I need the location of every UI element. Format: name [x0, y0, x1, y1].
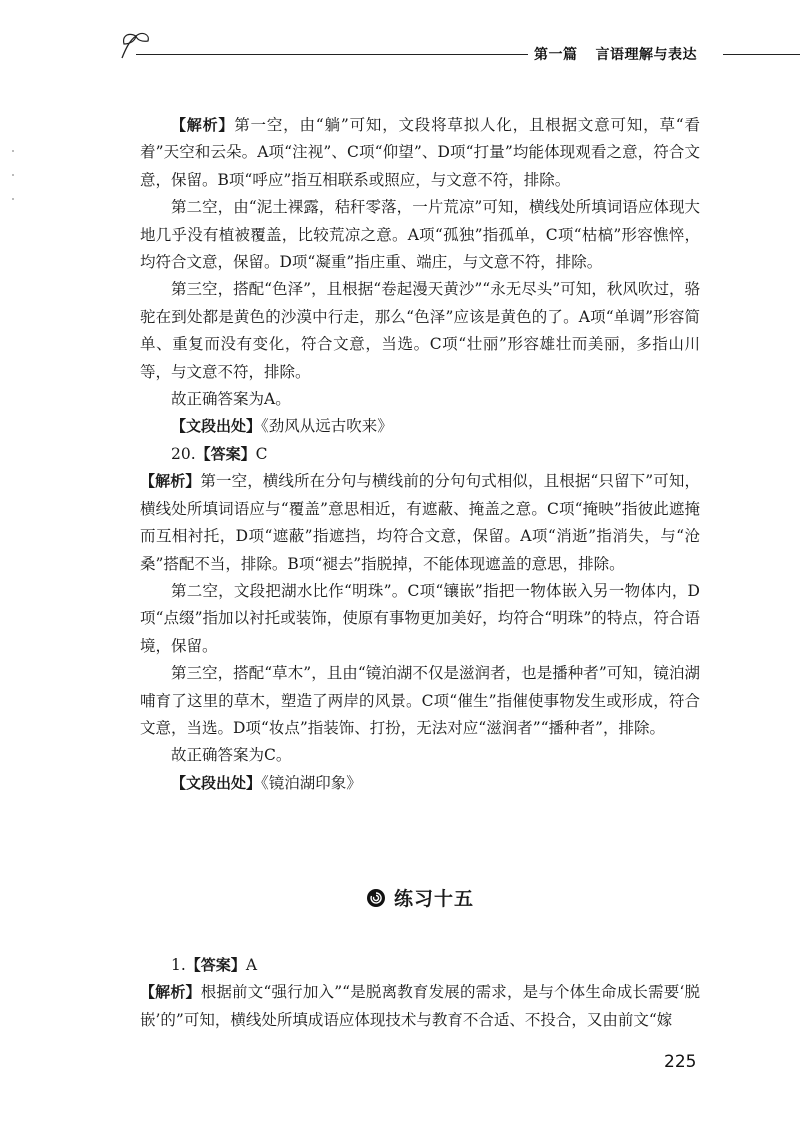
source-title: 《劲风从远古吹来》 [261, 417, 393, 436]
conclusion: 故正确答案为C。 [171, 746, 292, 765]
question-number: 20. [171, 444, 196, 463]
analysis-paragraph: 第二空，由“泥土裸露，秸秆零落，一片荒凉”可知，横线处所填词语应体现大地几乎没有植被覆盖，比较荒凉之意。A项“孤独”指孤单，C项“枯槁”形容憔悴，均符合文意，保留。D项“凝重”指庄重、端庄，与文意不符，排除。 [140, 198, 700, 272]
source-tag: 【文段出处】 [171, 773, 262, 792]
analysis-tag: 【解析】 [140, 983, 201, 1002]
analysis-paragraph: 第二空，文段把湖水比作“明珠”。C项“镶嵌”指把一物体嵌入另一物体内，D项“点缀”指加以衬托或装饰，使原有事物更加美好，均符合“明珠”的特点，符合语境，保留。 [140, 581, 700, 655]
header-chapter: 言语理解与表达 [595, 47, 697, 63]
analysis-text: 第一空，横线所在分句与横线前的分句句式相似，且根据“只留下”可知，横线处所填词语应与“覆盖”意思相近，有遮蔽、掩盖之意。C项“掩映”指彼此遮掩而互相衬托，D项“遮蔽”指遮挡，均符合文意，保留。A项“消逝”指消失，与“沧桑”搭配不当，排除。B项“褪去”指脱掉，不能体现遮盖的意思，排除。 [140, 472, 700, 573]
answer-1-block [140, 952, 700, 1034]
page-header [108, 26, 800, 66]
leaf-icon [116, 30, 156, 60]
section-heading [140, 884, 700, 911]
header-rule-right [723, 54, 800, 55]
spiral-bullet-icon [366, 888, 386, 908]
analysis-text: 第一空，由“躺”可知，文段将草拟人化，且根据文意可知，草“看着”天空和云朵。A项“注视”、C项“仰望”、D项“打量”均能体现观看之意，符合文意，保留。B项“呼应”指互相联系或照应，与文意不符，排除。 [140, 116, 700, 189]
source-line [140, 413, 700, 440]
answer-tag: 【答案】 [185, 956, 246, 974]
answer-tag: 【答案】 [195, 444, 256, 463]
header-part: 第一篇 [534, 47, 578, 63]
header-rule-left [136, 54, 528, 55]
analysis-tag: 【解析】 [140, 472, 201, 491]
conclusion: 故正确答案为A。 [171, 390, 291, 409]
analysis-paragraph [140, 112, 700, 194]
source-title: 《镜泊湖印象》 [261, 773, 362, 792]
answer-letter: A [245, 956, 258, 974]
question-number: 1. [171, 956, 186, 974]
answer-line [140, 952, 700, 979]
header-title [534, 44, 697, 64]
analysis-paragraph: 第三空，搭配“草木”，且由“镜泊湖不仅是滋润者，也是播种者”可知，镜泊湖哺育了这里的草木，塑造了两岸的风景。C项“催生”指催使事物发生或形成，符合文意，当选。D项“妆点”指装饰、打扮，无法对应“滋润者”“播种者”，排除。 [140, 664, 700, 737]
source-tag: 【文段出处】 [171, 417, 262, 436]
analysis-paragraph [140, 979, 700, 1034]
analysis-paragraph: 第三空，搭配“色泽”，且根据“卷起漫天黄沙”“永无尽头”可知，秋风吹过，骆驼在到处都是黄色的沙漠中行走，那么“色泽”应该是黄色的了。A项“单调”形容简单、重复而没有变化，符合文意，当选。C项“壮丽”形容雄壮而美丽，多指山川等，与文意不符，排除。 [140, 280, 700, 381]
answer-letter: C [255, 444, 268, 463]
analysis-tag: 【解析】 [171, 116, 235, 134]
page-number: 225 [664, 1052, 697, 1072]
answer-line [140, 441, 700, 468]
analysis-text: 根据前文“强行加入”“是脱离教育发展的需求，是与个体生命成长需要‘脱嵌’的”可知，横线处所填成语应体现技术与教育不合适、不投合，又由前文“嫁 [140, 983, 700, 1029]
source-line [140, 770, 700, 797]
section-title: 练习十五 [393, 888, 474, 910]
analysis-paragraph [140, 468, 700, 578]
margin-marks [12, 150, 16, 230]
answer-19-block [140, 112, 700, 797]
